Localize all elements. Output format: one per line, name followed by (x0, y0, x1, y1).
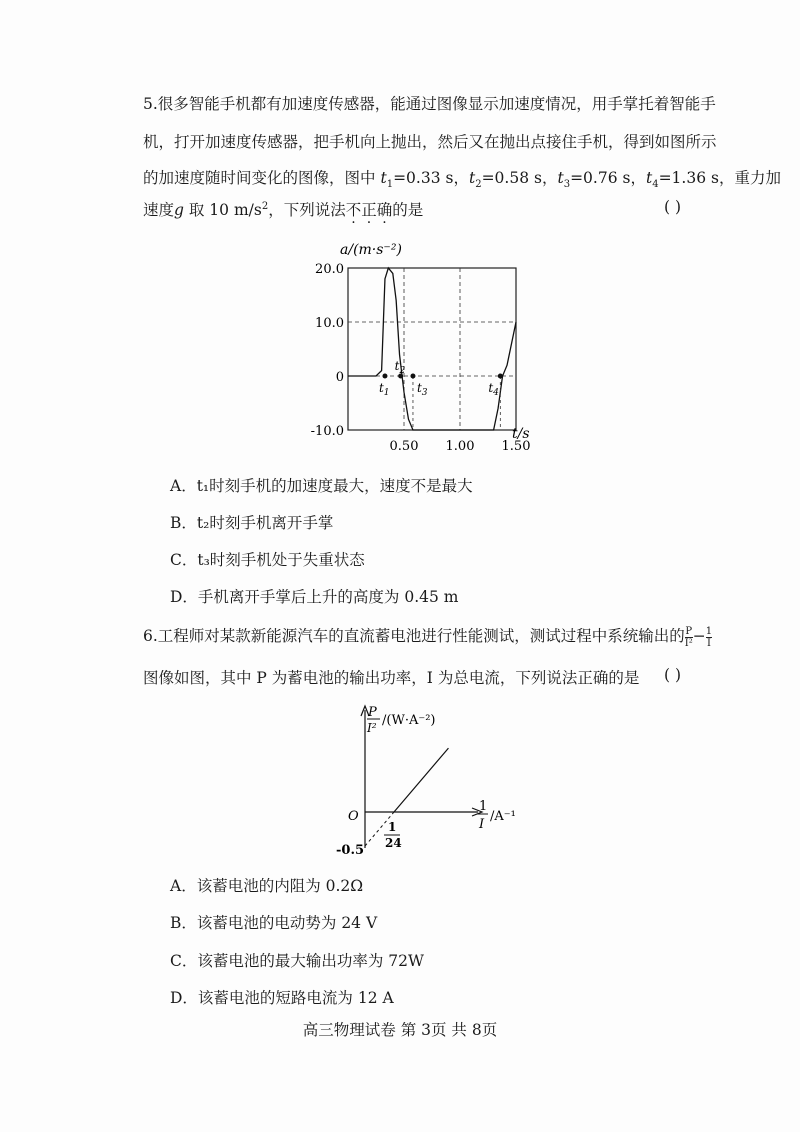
y-tick-label: 20.0 (315, 262, 344, 277)
x-tick-label: 0.50 (389, 439, 419, 454)
y-axis-label: a/(m·s⁻²) (340, 242, 402, 258)
q5-line1: 5.很多智能手机都有加速度传感器，能通过图像显示加速度情况，用手掌托着智能手 (143, 95, 716, 113)
page-footer: 高三物理试卷 第 3页 共 8页 (302, 1021, 498, 1039)
point-t1 (382, 374, 387, 379)
x-label-top: 1 (479, 799, 488, 814)
q5-line3: 的加速度随时间变化的图像，图中 $t_1=0.33$ s，$t_2=0.58$ s，$t_3=0.76$ s，$t_4=1.36$ s，重力加 (143, 169, 781, 191)
point-label-t3: $t_3$ (416, 381, 428, 398)
x-tick-label: 1.50 (501, 439, 531, 454)
x-label-unit: /A⁻¹ (490, 809, 516, 824)
plot-frame (348, 268, 516, 430)
y-tick-label: 0 (335, 370, 344, 385)
origin-label: O (348, 809, 359, 824)
q5-answer-paren: ( ) (664, 198, 682, 216)
y-tick-label: -10.0 (310, 424, 344, 439)
q5-line4: 速度g 取 10 $m/s^2$，下列说法不正确的是 (143, 200, 424, 219)
x-intercept-bottom: 24 (385, 836, 402, 850)
q5-option-b: B．t₂时刻手机离开手掌 (170, 514, 334, 532)
point-label-t2: $t_2$ (394, 359, 406, 376)
x-intercept-top: 1 (388, 820, 397, 834)
point-t3 (410, 374, 415, 379)
line-solid (394, 748, 448, 812)
x-label-bottom: I (479, 817, 485, 832)
q5-option-c: C．t₃时刻手机处于失重状态 (170, 551, 365, 569)
q5-option-d: D．手机离开手掌后上升的高度为 0.45 m (170, 588, 459, 606)
power-current-chart (0, 696, 800, 866)
q6-line1: 6.工程师对某款新能源汽车的直流蓄电池进行性能测试，测试过程中系统输出的 $\frac{P}{\text{I²}}$ − $\frac{1}{I}$ (143, 625, 713, 649)
q6-option-d: D．该蓄电池的短路电流为 12 A (170, 989, 394, 1007)
q6-option-a: A．该蓄电池的内阻为 0.2Ω (170, 877, 364, 895)
y-label-bottom: I² (367, 721, 377, 735)
q6-option-b: B．该蓄电池的电动势为 24 V (170, 914, 378, 932)
point-t4 (498, 374, 503, 379)
x-axis-label: t/s (512, 426, 530, 442)
acceleration-time-chart (0, 228, 800, 468)
acceleration-curve (348, 268, 516, 430)
q6-line2: 图像如图，其中 P 为蓄电池的输出功率，I 为总电流，下列说法正确的是 (143, 669, 640, 687)
q5-option-a: A．t₁时刻手机的加速度最大，速度不是最大 (170, 477, 473, 495)
point-label-t1: $t_1$ (378, 381, 390, 398)
y-intercept-label: -0.5 (336, 843, 365, 858)
x-tick-label: 1.00 (445, 439, 475, 454)
q5-line2: 机，打开加速度传感器，把手机向上抛出，然后又在抛出点接住手机，得到如图所示 (143, 133, 717, 151)
q6-answer-paren: ( ) (664, 666, 682, 684)
y-label-unit: /(W·A⁻²) (382, 713, 436, 728)
y-label-top: P (368, 705, 377, 720)
y-tick-label: 10.0 (315, 316, 344, 331)
q6-option-c: C．该蓄电池的最大输出功率为 72W (170, 952, 424, 970)
point-label-t4: $t_4$ (488, 381, 499, 398)
